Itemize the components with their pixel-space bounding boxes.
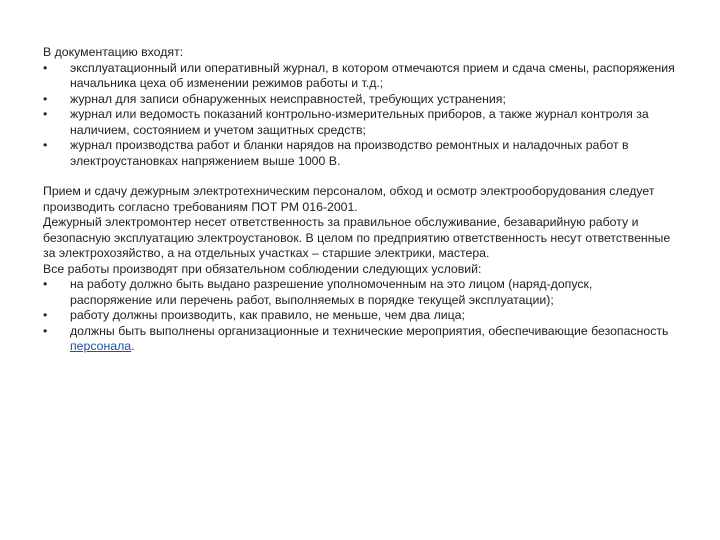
- list-item: • на работу должно быть выдано разрешение уполномоченным на это лицом (наряд-допуск, распоряжение или перечень работ, выполняемых в порядке текущей эксплуатации);: [43, 277, 593, 307]
- personnel-link[interactable]: персонала: [70, 339, 132, 353]
- documentation-list: [43, 61, 675, 170]
- document-body: [43, 45, 675, 355]
- list-item: • журнал производства работ и бланки нарядов на производство ремонтных и наладочных работ в электроустановках напряжением выше 1000 В.: [43, 138, 629, 168]
- bullet-marker: •: [43, 138, 48, 152]
- shift-handover-paragraph: Прием и сдачу дежурным электротехническим персоналом, обход и осмотр электрооборудования следует производить согласно требованиям ПОТ РМ 016-2001.: [43, 184, 655, 214]
- list-item: • эксплуатационный или оперативный журнал, в котором отмечаются прием и сдача смены, распоряжения начальника цеха об изменении режимов работы и т.д.;: [43, 60, 675, 90]
- list-item: • журнал для записи обнаруженных неисправностей, требующих устранения;: [43, 91, 506, 106]
- conditions-list: [43, 277, 675, 355]
- list-item: • журнал или ведомость показаний контрольно-измерительных приборов, а также журнал контроля за наличием, состоянием и учетом защитных средств;: [43, 107, 649, 137]
- bullet-marker: •: [43, 60, 48, 75]
- bullet-marker: •: [43, 277, 48, 291]
- list-item: • должны быть выполнены организационные и технические мероприятия, обеспечивающие безопасность персонала.: [43, 323, 669, 353]
- bullet-marker: •: [43, 323, 48, 338]
- bullet-marker: •: [43, 91, 48, 106]
- documentation-intro: В документацию входят:: [43, 45, 184, 59]
- responsibility-paragraph: Дежурный электромонтер несет ответственность за правильное обслуживание, безаварийную работу и безопасную эксплуатацию электроустановок. В целом по предприятию ответственность несут ответственные за электрохозяйство, а на отдельных участках – старшие электрики, мастера.: [43, 215, 671, 260]
- conditions-intro: Все работы производят при обязательном соблюдении следующих условий:: [43, 261, 482, 276]
- bullet-marker: •: [43, 107, 48, 121]
- list-item: • работу должны производить, как правило, не меньше, чем два лица;: [43, 308, 465, 322]
- bullet-marker: •: [43, 308, 48, 322]
